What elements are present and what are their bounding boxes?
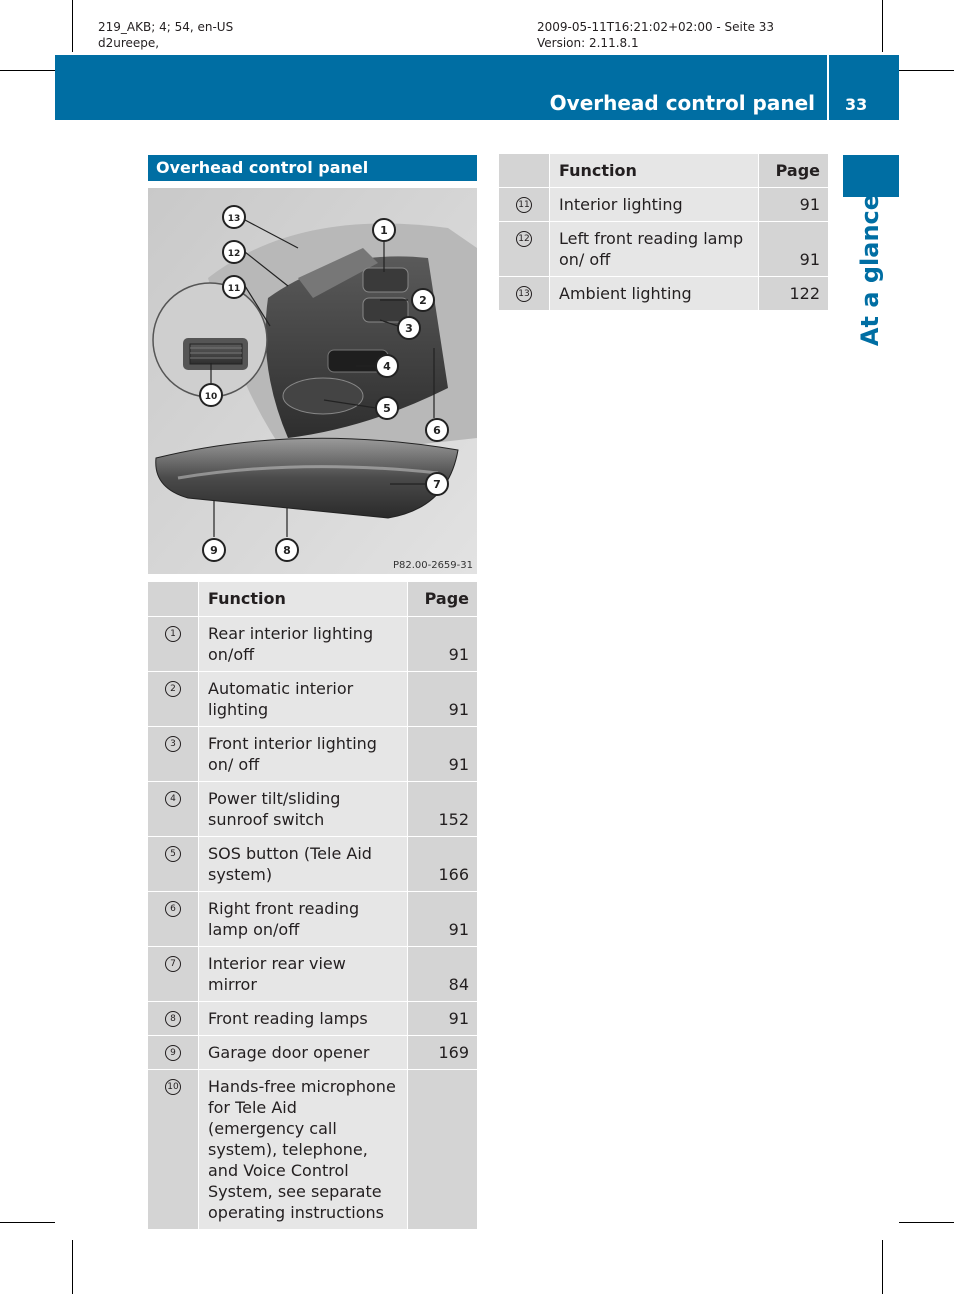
- item-number-cell: [499, 277, 550, 311]
- callout-13: 13: [227, 214, 241, 224]
- item-number: 10: [165, 1079, 181, 1095]
- crop-mark: [72, 0, 73, 52]
- item-number-cell: [148, 891, 199, 946]
- page-cell: 91: [408, 671, 478, 726]
- chapter-tab: [843, 155, 899, 197]
- table-row: [148, 946, 477, 1001]
- item-number-cell: [499, 222, 550, 277]
- item-number: 4: [165, 791, 181, 807]
- page-cell: 122: [759, 277, 829, 311]
- crop-mark: [0, 70, 55, 71]
- table-row: [499, 188, 828, 222]
- item-number-cell: [148, 1069, 199, 1229]
- item-number-cell: [148, 671, 199, 726]
- page-cell: 91: [408, 891, 478, 946]
- page-header: [55, 55, 827, 120]
- item-number: 2: [165, 681, 181, 697]
- function-cell: Automatic interior lighting: [199, 671, 408, 726]
- item-number-cell: [499, 188, 550, 222]
- item-number-cell: [148, 1001, 199, 1035]
- callout-11: 11: [227, 284, 241, 294]
- item-number-cell: [148, 616, 199, 671]
- crop-mark: [72, 1240, 73, 1294]
- print-meta-right: [537, 19, 774, 51]
- item-number: 12: [516, 231, 532, 247]
- function-cell: Rear interior lighting on/off: [199, 616, 408, 671]
- page-cell: 84: [408, 946, 478, 1001]
- page-cell: 169: [408, 1035, 478, 1069]
- page-cell: 91: [408, 726, 478, 781]
- callout-12: 12: [227, 249, 241, 259]
- callout-2: 2: [419, 294, 427, 307]
- meta-line: Version: 2.11.8.1: [537, 36, 639, 50]
- table-row: [148, 671, 477, 726]
- page-cell: 91: [408, 616, 478, 671]
- function-cell: Interior rear view mirror: [199, 946, 408, 1001]
- function-table-left: [148, 582, 477, 1230]
- callout-1: 1: [380, 224, 388, 237]
- page-cell: 152: [408, 781, 478, 836]
- table-row: [148, 616, 477, 671]
- item-number: 9: [165, 1045, 181, 1061]
- page-cell: 91: [759, 222, 829, 277]
- print-meta-left: [98, 19, 233, 51]
- page-cell: 166: [408, 836, 478, 891]
- page-header: Page: [408, 582, 478, 616]
- section-title: Overhead control panel: [156, 158, 369, 177]
- function-cell: Right front reading lamp on/off: [199, 891, 408, 946]
- page-cell: [408, 1069, 478, 1229]
- table-row: [148, 1001, 477, 1035]
- callout-8: 8: [283, 544, 291, 557]
- table-header-row: [499, 154, 828, 188]
- num-header: [148, 582, 199, 616]
- meta-line: d2ureepe,: [98, 36, 160, 50]
- overhead-panel-illustration: [148, 188, 477, 574]
- table-row: [148, 891, 477, 946]
- item-number-cell: [148, 1035, 199, 1069]
- table-row: [148, 726, 477, 781]
- function-cell: Front reading lamps: [199, 1001, 408, 1035]
- page-title: Overhead control panel: [549, 91, 815, 115]
- item-number: 6: [165, 901, 181, 917]
- function-table-right: [499, 154, 828, 311]
- table-row: [148, 836, 477, 891]
- table-row: [499, 277, 828, 311]
- function-cell: Hands-free microphone for Tele Aid (emergency call system), telephone, and Voice Control System, see separate operating instructions: [199, 1069, 408, 1229]
- crop-mark: [0, 1222, 55, 1223]
- table-header-row: [148, 582, 477, 616]
- function-cell: Front interior lighting on/ off: [199, 726, 408, 781]
- chapter-label: At a glance: [856, 193, 884, 347]
- page-cell: 91: [408, 1001, 478, 1035]
- crop-mark: [882, 1240, 883, 1294]
- page-number-box: [829, 55, 899, 120]
- table-row: [499, 222, 828, 277]
- crop-mark: [899, 1222, 954, 1223]
- item-number-cell: [148, 946, 199, 1001]
- figure-code: P82.00-2659-31: [392, 560, 473, 571]
- function-cell: Interior lighting: [550, 188, 759, 222]
- function-header: Function: [550, 154, 759, 188]
- page-number: 33: [845, 95, 868, 114]
- function-header: Function: [199, 582, 408, 616]
- item-number: 7: [165, 956, 181, 972]
- item-number-cell: [148, 836, 199, 891]
- item-number: 8: [165, 1011, 181, 1027]
- callout-6: 6: [433, 424, 441, 437]
- item-number-cell: [148, 781, 199, 836]
- function-cell: Left front reading lamp on/ off: [550, 222, 759, 277]
- callout-5: 5: [383, 402, 391, 415]
- callout-4: 4: [383, 360, 391, 373]
- section-heading: [148, 155, 477, 181]
- item-number: 3: [165, 736, 181, 752]
- callout-3: 3: [405, 322, 413, 335]
- function-cell: Ambient lighting: [550, 277, 759, 311]
- item-number: 1: [165, 626, 181, 642]
- function-cell: Power tilt/sliding sunroof switch: [199, 781, 408, 836]
- crop-mark: [899, 70, 954, 71]
- overhead-panel-figure: [148, 188, 477, 574]
- item-number: 13: [516, 286, 532, 302]
- num-header: [499, 154, 550, 188]
- crop-mark: [882, 0, 883, 52]
- meta-line: 219_AKB; 4; 54, en-US: [98, 20, 234, 34]
- meta-line: 2009-05-11T16:21:02+02:00 - Seite 33: [537, 20, 775, 34]
- callout-10: 10: [204, 392, 218, 402]
- item-number: 5: [165, 846, 181, 862]
- callout-7: 7: [433, 478, 441, 491]
- page-header: Page: [759, 154, 829, 188]
- function-cell: Garage door opener: [199, 1035, 408, 1069]
- table-row: [148, 1069, 477, 1229]
- item-number-cell: [148, 726, 199, 781]
- table-row: [148, 1035, 477, 1069]
- table-row: [148, 781, 477, 836]
- function-cell: SOS button (Tele Aid system): [199, 836, 408, 891]
- callout-9: 9: [210, 544, 218, 557]
- page-cell: 91: [759, 188, 829, 222]
- item-number: 11: [516, 197, 532, 213]
